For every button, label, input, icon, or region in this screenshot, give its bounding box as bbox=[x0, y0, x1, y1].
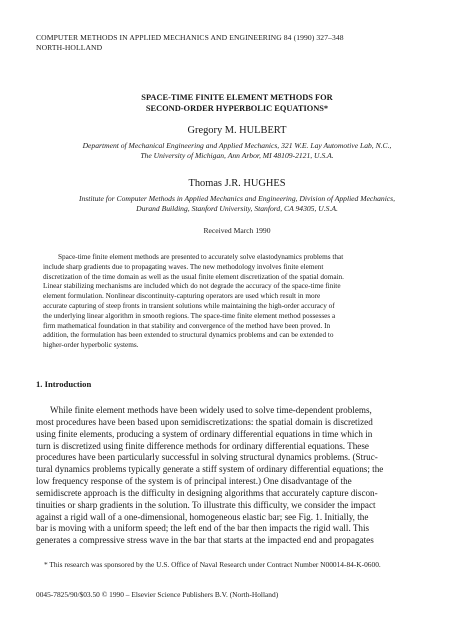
journal-header bbox=[36, 33, 446, 52]
section-heading: 1. Introduction bbox=[36, 379, 92, 389]
affiliation-line: Department of Mechanical Engineering and Applied Mechanics, 321 W.E. Lay Automotive Lab, N.C., bbox=[82, 141, 392, 150]
author-affiliation-2 bbox=[0, 194, 474, 214]
abstract-line: addition, the formulation has been extended to structural dynamics problems and can be extended to bbox=[43, 331, 334, 340]
abstract-line: discretization of the time domain as well as the usual finite element discretization of the spatial domain. bbox=[43, 272, 344, 281]
body-line: turn is discretized using finite difference methods for ordinary differential equations. These bbox=[36, 440, 369, 451]
body-line: procedures have been particularly successful in solving structural dynamics problems. (Struc- bbox=[36, 452, 378, 463]
received-date: Received March 1990 bbox=[203, 226, 271, 235]
abstract-line: the underlying linear algorithm in smooth regions. The space-time finite element method possesses a bbox=[43, 311, 336, 320]
title-line-2: SECOND-ORDER HYPERBOLIC EQUATIONS* bbox=[145, 104, 329, 113]
affiliation-line: Durand Building, Stanford University, Stanford, CA 94305, U.S.A. bbox=[136, 204, 338, 213]
affiliation-line: The University of Michigan, Ann Arbor, MI 48109-2121, U.S.A. bbox=[140, 151, 334, 160]
body-line: generates a compressive stress wave in the bar that starts at the impacted end and propagates bbox=[36, 535, 374, 546]
affiliation-line: Institute for Computer Methods in Applied Mechanics and Engineering, Division of Applied Mechanics, bbox=[78, 194, 396, 203]
publisher-name: NORTH-HOLLAND bbox=[36, 42, 103, 52]
body-line: against a rigid wall of a one-dimensional, homogeneous elastic bar; see Fig. 1. Initially, the bbox=[36, 511, 369, 522]
journal-citation: COMPUTER METHODS IN APPLIED MECHANICS AND ENGINEERING 84 (1990) 327–348 bbox=[36, 33, 344, 42]
author-name-2: Thomas J.R. HUGHES bbox=[188, 178, 286, 189]
body-line: low frequency response of the system is of principal interest.) One disadvantage of the bbox=[36, 476, 352, 487]
footnote: * This research was sponsored by the U.S. Office of Naval Research under Contract Number N00014-84-K-0600. bbox=[44, 560, 381, 569]
body-line: using finite elements, producing a system of ordinary differential equations in time which in bbox=[36, 428, 373, 439]
abstract-line: Space-time finite element methods are presented to accurately solve elastodynamics problems that bbox=[58, 253, 344, 261]
abstract-line: include sharp gradients due to propagating waves. The new methodology involves finite element bbox=[43, 262, 324, 271]
abstract-line: firm mathematical foundation in that stability and convergence of the method have been proved. In bbox=[43, 321, 331, 330]
title-line-1: SPACE-TIME FINITE ELEMENT METHODS FOR bbox=[141, 93, 333, 102]
abstract-line: element formulation. Nonlinear discontinuity-capturing operators are used which result in more bbox=[43, 292, 321, 301]
body-line: tinuities or sharp gradients in the solution. To illustrate this difficulty, we consider the impact bbox=[36, 499, 376, 510]
copyright-line: 0045-7825/90/$03.50 © 1990 – Elsevier Science Publishers B.V. (North-Holland) bbox=[36, 590, 279, 599]
body-line: semidiscrete approach is the difficulty in designing algorithms that accurately capture discon- bbox=[36, 487, 378, 498]
abstract-line: higher-order hyperbolic systems. bbox=[43, 341, 139, 350]
body-line: tural dynamics problems typically generate a stiff system of ordinary differential equations; the bbox=[36, 464, 384, 475]
abstract-line: Linear stabilizing mechanisms are included which do not degrade the accuracy of the space-time finite bbox=[43, 282, 341, 291]
abstract bbox=[43, 253, 443, 351]
author-affiliation-1 bbox=[0, 141, 474, 161]
body-line: bar is moving with a uniform speed; the left end of the bar then impacts the rigid wall. This bbox=[36, 523, 370, 534]
abstract-line: accurate capturing of steep fronts in transient solutions while maintaining the high-order accuracy of bbox=[43, 301, 335, 310]
author-name-1: Gregory M. HULBERT bbox=[187, 125, 287, 136]
body-paragraph bbox=[36, 405, 446, 547]
body-line: While finite element methods have been widely used to solve time-dependent problems, bbox=[50, 405, 372, 415]
body-line: most procedures have been based upon semidiscretizations: the spatial domain is discretized bbox=[36, 416, 373, 427]
paper-title bbox=[0, 92, 474, 114]
